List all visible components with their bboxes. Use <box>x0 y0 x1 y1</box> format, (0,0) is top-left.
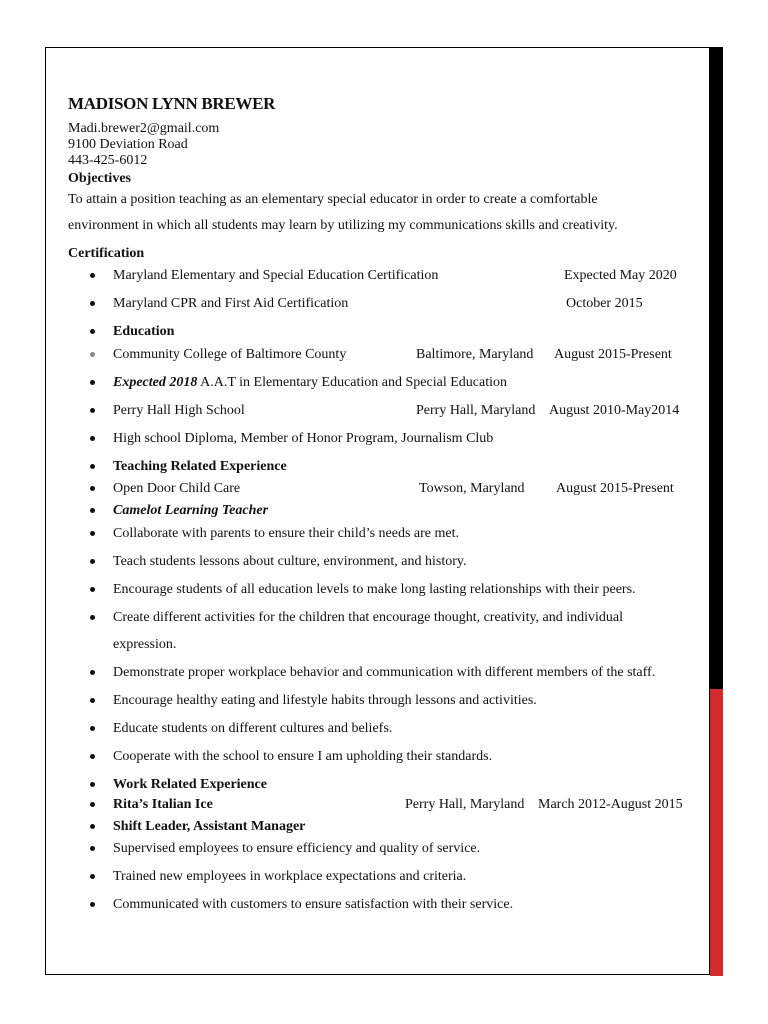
bullet-icon <box>90 301 95 306</box>
bullet-icon <box>90 464 95 469</box>
bullet-icon <box>90 531 95 536</box>
bullet-icon <box>90 726 95 731</box>
highschool-date: August 2010-May2014 <box>549 403 680 418</box>
teaching-duty: Encourage students of all education levels to make long lasting relationships with their peers. <box>113 582 636 597</box>
degree-text: A.A.T in Elementary Education and Special Education <box>197 375 507 390</box>
teaching-duty: Demonstrate proper workplace behavior and communication with different members of the staff. <box>113 665 656 680</box>
duty-text: Collaborate with parents to ensure their child’s needs are met. <box>113 526 460 541</box>
teaching-duty: Cooperate with the school to ensure I am upholding their standards. <box>113 749 493 764</box>
teaching-duty-continued: expression. <box>113 637 177 652</box>
teaching-location: Towson, Maryland <box>419 481 525 496</box>
accent-bar-black <box>710 47 723 689</box>
bullet-icon <box>90 846 95 851</box>
work-date: March 2012-August 2015 <box>538 797 683 812</box>
objective-line: environment in which all students may learn by utilizing my communications skills and creativity. <box>68 218 618 233</box>
work-duty: Communicated with customers to ensure satisfaction with their service. <box>113 897 514 912</box>
bullet-icon <box>90 508 95 513</box>
phone-number: 443-425-6012 <box>68 153 148 168</box>
teaching-duty: Encourage healthy eating and lifestyle habits through lessons and activities. <box>113 693 537 708</box>
bullet-icon <box>90 380 95 385</box>
certification-heading: Certification <box>68 246 145 261</box>
teaching-duty <box>113 526 459 542</box>
bullet-icon <box>90 273 95 278</box>
teaching-duty: Educate students on different cultures and beliefs. <box>113 721 393 736</box>
certification-name: Maryland Elementary and Special Education Certification <box>113 268 439 283</box>
bullet-icon <box>90 782 95 787</box>
college-date: August 2015-Present <box>554 347 672 362</box>
work-role: Shift Leader, Assistant Manager <box>113 819 306 834</box>
highschool-location: Perry Hall, Maryland <box>416 403 536 418</box>
bullet-icon <box>90 329 95 334</box>
bullet-icon <box>90 559 95 564</box>
work-heading: Work Related Experience <box>113 777 267 792</box>
teaching-heading: Teaching Related Experience <box>113 459 287 474</box>
certification-date: October 2015 <box>566 296 643 311</box>
bullet-icon <box>90 802 95 807</box>
teaching-employer: Open Door Child Care <box>113 481 241 496</box>
work-location: Perry Hall, Maryland <box>405 797 525 812</box>
candidate-name: MADISON LYNN BREWER <box>68 94 276 113</box>
work-employer: Rita’s Italian Ice <box>113 797 213 812</box>
diploma-line: High school Diploma, Member of Honor Program, Journalism Club <box>113 431 494 446</box>
objective-line: To attain a position teaching as an elementary special educator in order to create a comfortable <box>68 192 598 207</box>
certification-date: Expected May 2020 <box>564 268 677 283</box>
teaching-date: August 2015-Present <box>556 481 674 496</box>
bullet-icon <box>90 486 95 491</box>
bullet-icon <box>90 824 95 829</box>
bullet-icon <box>90 436 95 441</box>
street-address: 9100 Deviation Road <box>68 137 188 152</box>
bullet-icon <box>90 698 95 703</box>
work-duty: Supervised employees to ensure efficiency and quality of service. <box>113 841 481 856</box>
work-duty: Trained new employees in workplace expectations and criteria. <box>113 869 467 884</box>
teaching-role: Camelot Learning Teacher <box>113 503 269 518</box>
email-address: Madi.brewer2@gmail.com <box>68 121 220 136</box>
bullet-icon <box>90 874 95 879</box>
degree-line <box>113 375 507 391</box>
teaching-duty: Create different activities for the children that encourage thought, creativity, and individual <box>113 610 624 625</box>
bullet-icon <box>90 754 95 759</box>
bullet-icon <box>90 408 95 413</box>
college-name: Community College of Baltimore County <box>113 347 347 362</box>
certification-name: Maryland CPR and First Aid Certification <box>113 296 349 311</box>
accent-bar-red <box>710 689 723 976</box>
highschool-name: Perry Hall High School <box>113 403 245 418</box>
college-location: Baltimore, Maryland <box>416 347 534 362</box>
degree-expected: Expected 2018 <box>113 375 198 390</box>
bullet-icon <box>90 352 95 357</box>
bullet-icon <box>90 615 95 620</box>
bullet-icon <box>90 902 95 907</box>
bullet-icon <box>90 670 95 675</box>
bullet-icon <box>90 587 95 592</box>
education-heading: Education <box>113 324 175 339</box>
teaching-duty: Teach students lessons about culture, environment, and history. <box>113 554 467 569</box>
objectives-heading: Objectives <box>68 171 131 186</box>
